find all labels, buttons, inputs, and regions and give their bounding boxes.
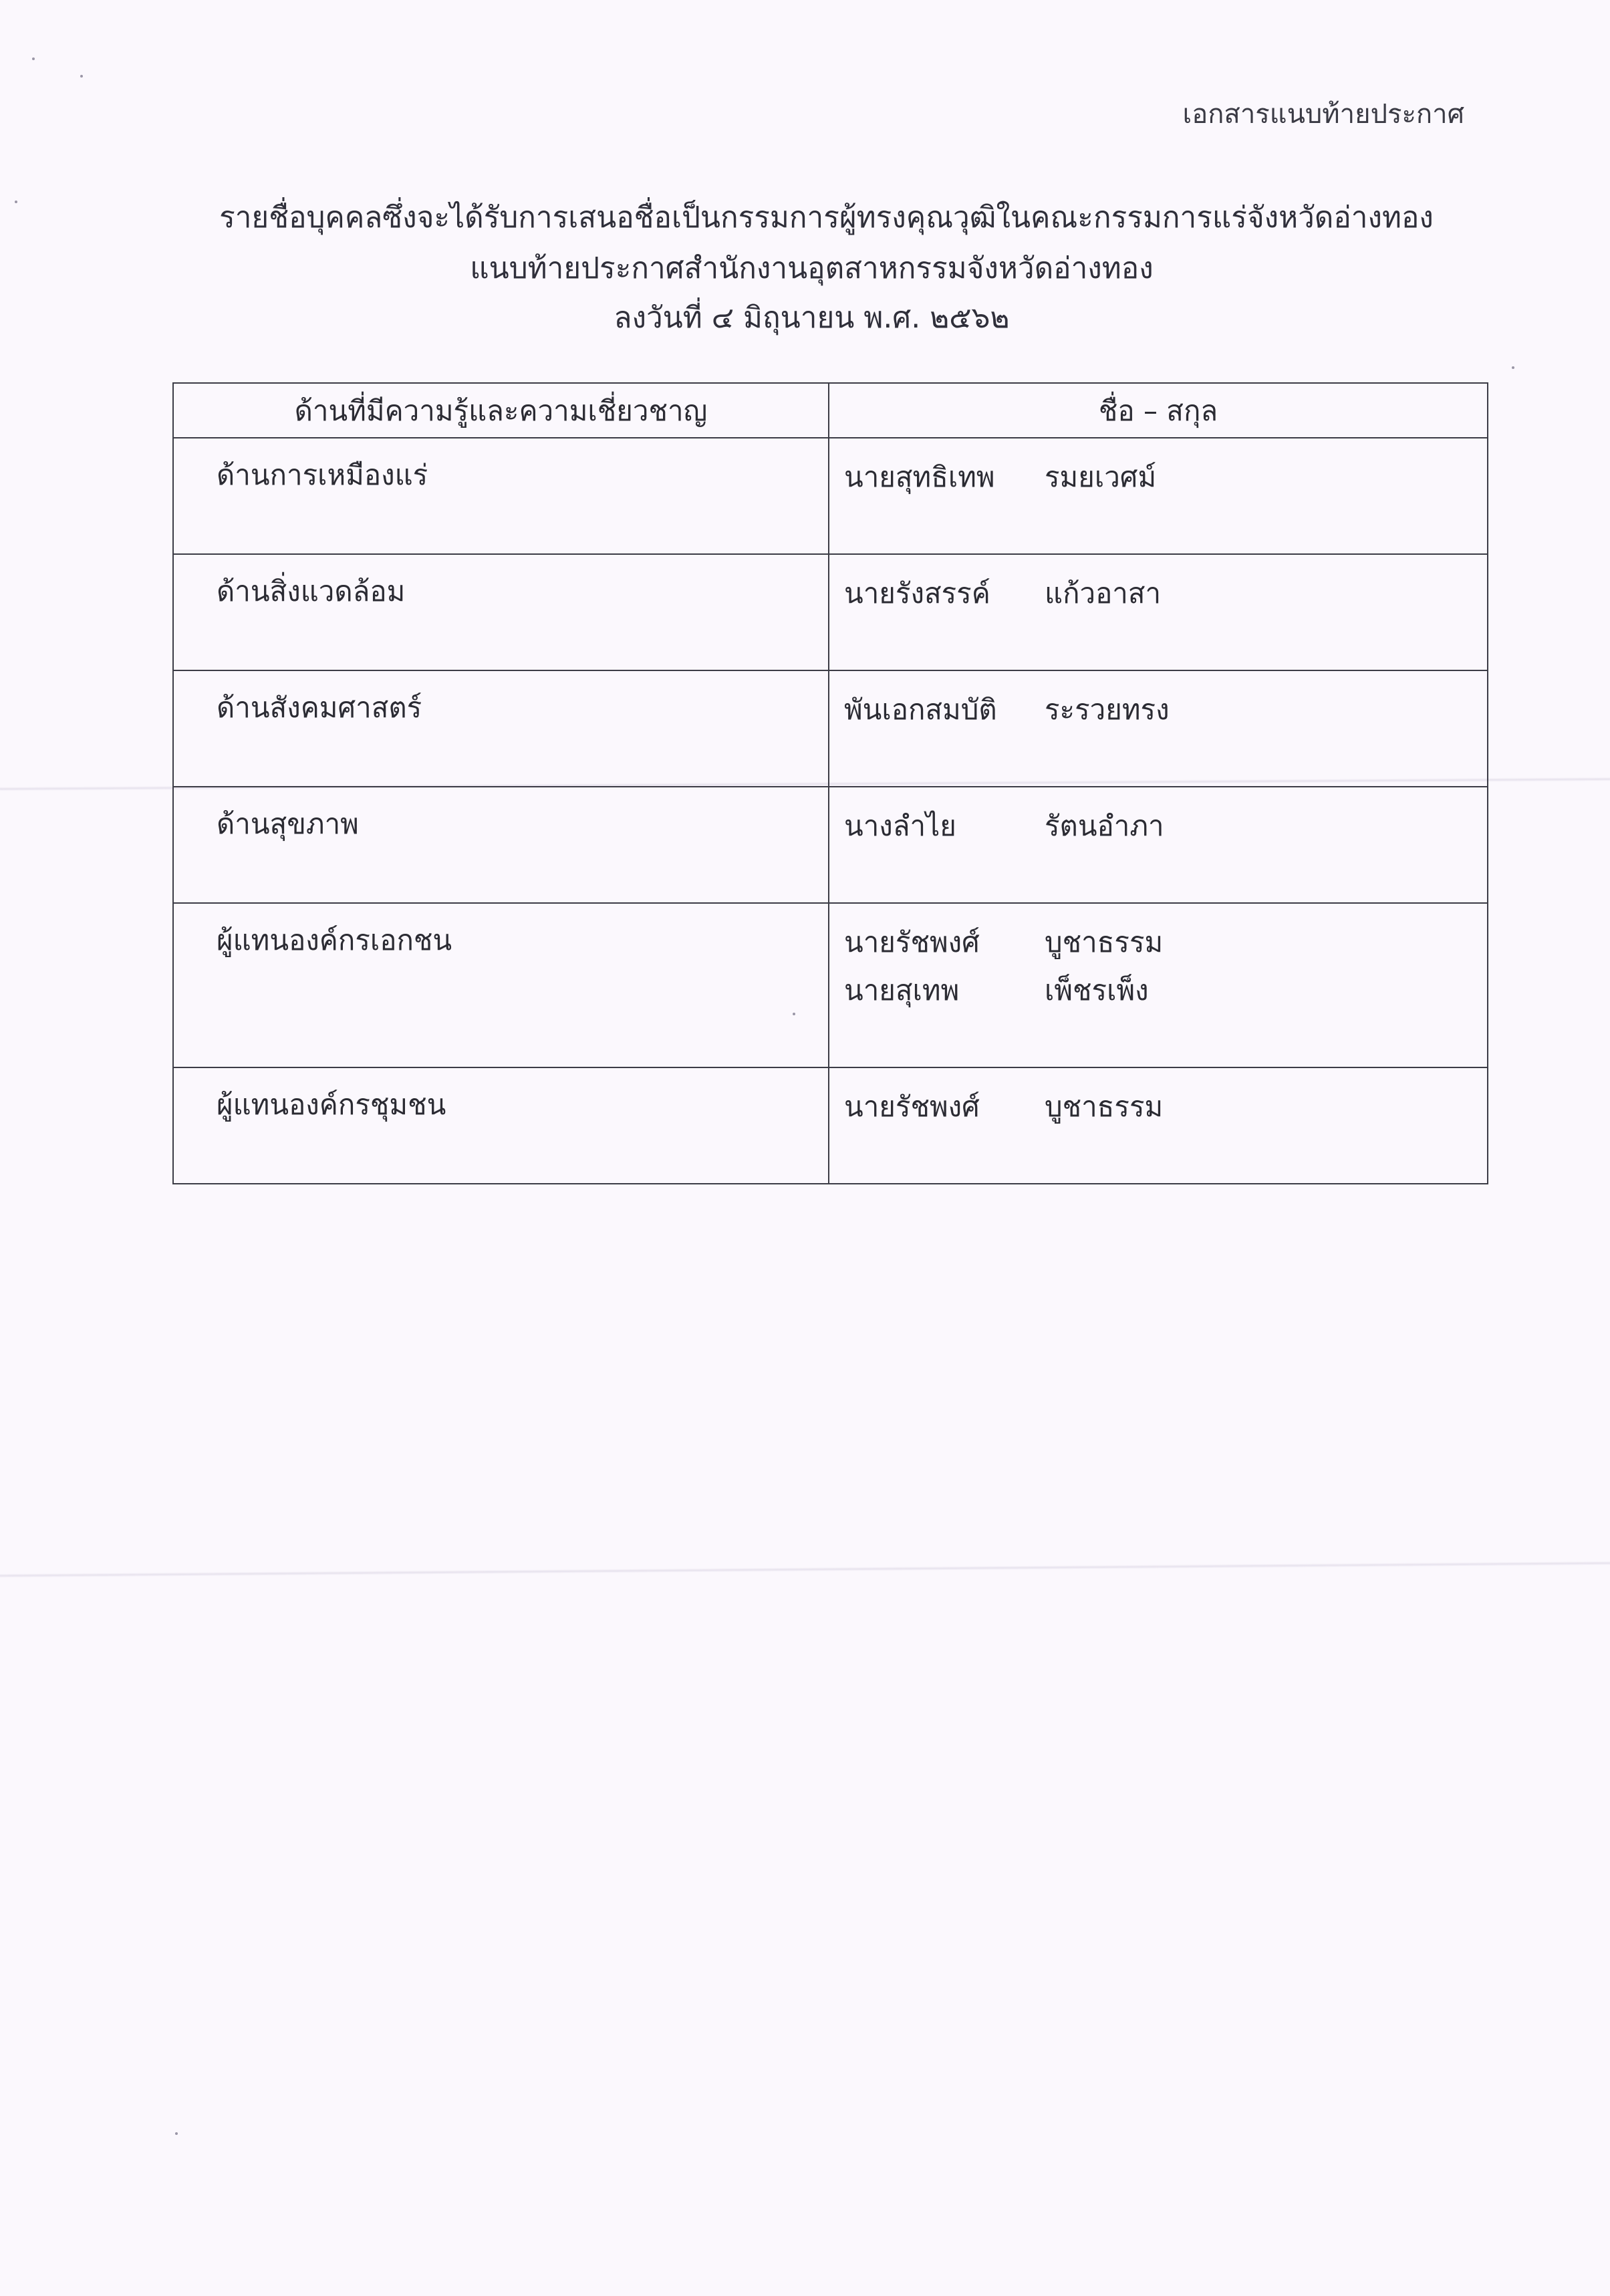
field-cell: ด้านสิ่งแวดล้อม	[173, 554, 829, 670]
attachment-label: เอกสารแนบท้ายประกาศ	[1182, 99, 1464, 130]
table-row	[173, 1067, 1488, 1184]
first-name: นายรังสรรค์	[844, 577, 990, 610]
table-row	[173, 554, 1488, 670]
person-entry	[844, 453, 1487, 501]
table-row	[173, 903, 1488, 1067]
first-name: นายสุเทพ	[844, 974, 960, 1007]
first-name: นายรัชพงศ์	[844, 926, 980, 959]
name-cell	[829, 670, 1488, 787]
document-date: ลงวันที่ ๔ มิถุนายน พ.ศ. ๒๕๖๒	[614, 301, 1010, 335]
person-entry	[844, 1083, 1487, 1131]
name-cell	[829, 438, 1488, 554]
name-cell	[829, 787, 1488, 903]
document-title: รายชื่อบุคคลซึ่งจะได้รับการเสนอชื่อเป็นกรรมการผู้ทรงคุณวุฒิในคณะกรรมการแร่จังหวัดอ่างทอง	[219, 201, 1434, 235]
name-cell	[829, 554, 1488, 670]
first-name: นายสุทธิเทพ	[844, 461, 995, 493]
last-name: รัตนอำภา	[1045, 809, 1164, 842]
table-header-row	[173, 383, 1488, 438]
scan-speck	[32, 57, 35, 60]
first-name: นายรัชพงศ์	[844, 1090, 980, 1123]
scan-speck	[80, 75, 83, 78]
members-table	[172, 382, 1488, 1184]
table-row	[173, 787, 1488, 903]
field-cell: ด้านสังคมศาสตร์	[173, 670, 829, 787]
scan-speck	[1512, 366, 1514, 369]
person-entry	[844, 918, 1487, 967]
person-entry	[844, 569, 1487, 618]
last-name: บูชาธรรม	[1045, 1090, 1164, 1123]
table-row	[173, 670, 1488, 787]
column-header-name: ชื่อ – สกุล	[829, 383, 1488, 438]
field-cell: ผู้แทนองค์กรเอกชน	[173, 903, 829, 1067]
last-name: รมยเวศม์	[1045, 461, 1157, 493]
field-cell: ด้านสุขภาพ	[173, 787, 829, 903]
document-subtitle: แนบท้ายประกาศสำนักงานอุตสาหกรรมจังหวัดอ่างทอง	[470, 251, 1154, 285]
field-cell: ด้านการเหมืองแร่	[173, 438, 829, 554]
person-entry	[844, 967, 1487, 1015]
scan-speck	[175, 2132, 178, 2135]
last-name: บูชาธรรม	[1045, 926, 1164, 959]
last-name: ระรวยทรง	[1045, 693, 1170, 726]
name-cell	[829, 1067, 1488, 1184]
person-entry	[844, 802, 1487, 850]
first-name: พันเอกสมบัติ	[844, 693, 997, 726]
last-name: เพ็ชรเพ็ง	[1045, 974, 1149, 1007]
last-name: แก้วอาสา	[1045, 577, 1162, 610]
paper-fold-line	[0, 1561, 1610, 1578]
first-name: นางลำไย	[844, 809, 956, 842]
scan-speck	[15, 201, 17, 203]
name-cell	[829, 903, 1488, 1067]
table-row	[173, 438, 1488, 554]
column-header-field: ด้านที่มีความรู้และความเชี่ยวชาญ	[173, 383, 829, 438]
person-entry	[844, 686, 1487, 734]
field-cell: ผู้แทนองค์กรชุมชน	[173, 1067, 829, 1184]
